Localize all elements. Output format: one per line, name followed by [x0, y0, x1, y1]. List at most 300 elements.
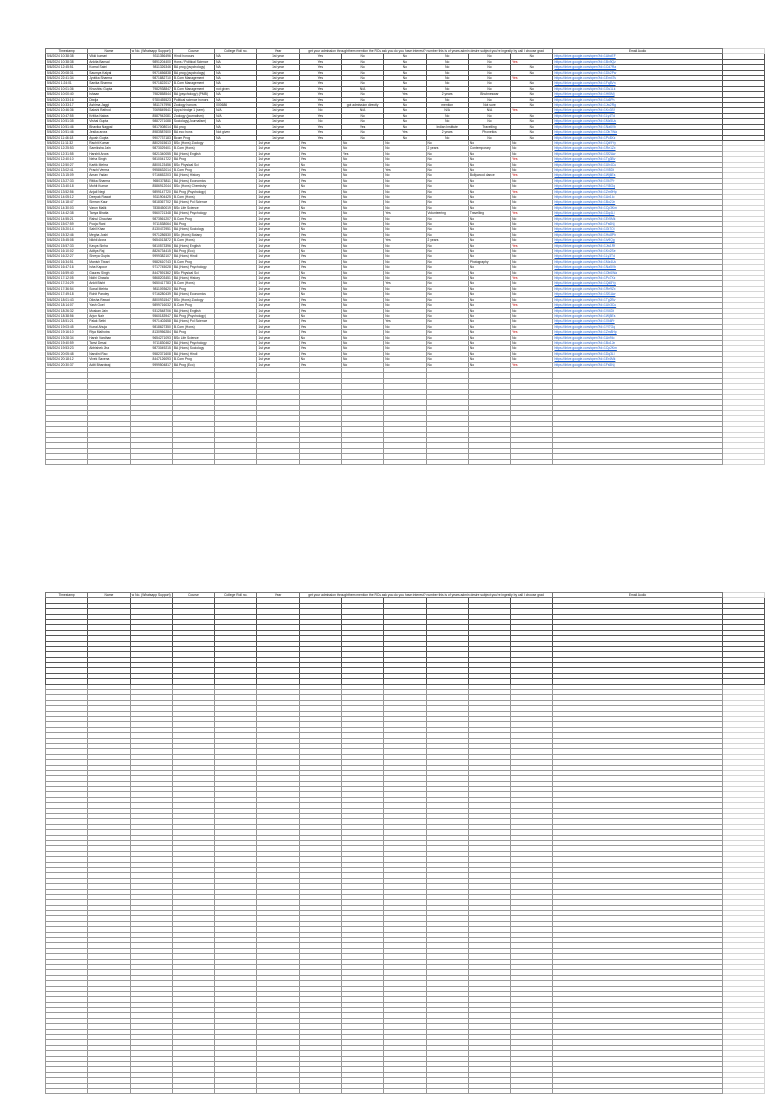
table-cell[interactable]: 1st year: [257, 119, 299, 124]
table-cell[interactable]: Yes: [299, 70, 341, 75]
table-cell[interactable]: Yes: [299, 167, 341, 172]
table-cell[interactable]: No: [299, 227, 341, 232]
table-cell[interactable]: No: [341, 357, 383, 362]
link-cell[interactable]: https://drive.google.com/open?id=1Qd9Yy: [553, 140, 722, 145]
table-cell[interactable]: No: [341, 297, 383, 302]
table-cell[interactable]: NA: [215, 65, 257, 70]
table-cell[interactable]: Yes: [299, 211, 341, 216]
table-cell[interactable]: Muskan Jain: [88, 308, 130, 313]
table-cell[interactable]: No: [426, 97, 468, 102]
table-cell[interactable]: No: [341, 254, 383, 259]
table-cell[interactable]: 1st year: [257, 70, 299, 75]
table-cell[interactable]: Aman Yadav: [88, 173, 130, 178]
table-cell[interactable]: No: [511, 86, 553, 91]
table-cell[interactable]: 8587942081: [130, 113, 172, 118]
table-cell[interactable]: BA (Hons) Hindi: [172, 254, 214, 259]
table-cell[interactable]: Yes: [511, 157, 553, 162]
table-cell[interactable]: 9311904425: [130, 194, 172, 199]
table-cell[interactable]: BA (Hons) Hindi: [172, 351, 214, 356]
table-cell[interactable]: No: [426, 184, 468, 189]
table-cell[interactable]: 5/6/2024 13:40:18: [46, 184, 88, 189]
table-cell[interactable]: 8983587600: [130, 130, 172, 135]
table-cell[interactable]: Kartik Mehra: [88, 162, 130, 167]
table-cell[interactable]: 1st year: [257, 297, 299, 302]
table-cell[interactable]: No: [426, 119, 468, 124]
table-cell[interactable]: No: [511, 151, 553, 156]
link-cell[interactable]: https://drive.google.com/open?id=1Tg3Bv: [553, 157, 722, 162]
table-cell[interactable]: NA: [215, 59, 257, 64]
table-cell[interactable]: No: [468, 184, 510, 189]
table-cell[interactable]: N/A: [215, 113, 257, 118]
table-cell[interactable]: No: [341, 243, 383, 248]
table-cell[interactable]: 5/6/2024 10:33:17: [46, 103, 88, 108]
table-cell[interactable]: 9891204400: [130, 59, 172, 64]
table-cell[interactable]: No: [341, 65, 383, 70]
table-cell[interactable]: 7982938847: [130, 86, 172, 91]
table-cell[interactable]: No: [468, 281, 510, 286]
table-cell[interactable]: No: [384, 222, 426, 227]
table-cell[interactable]: [46, 459, 88, 464]
table-cell[interactable]: No: [341, 178, 383, 183]
table-cell[interactable]: Mohit Kumar: [88, 184, 130, 189]
table-cell[interactable]: No: [341, 92, 383, 97]
table-cell[interactable]: Yes: [299, 200, 341, 205]
table-cell[interactable]: No: [426, 86, 468, 91]
table-cell[interactable]: BA (Hons) Psychology: [172, 211, 214, 216]
table-cell[interactable]: 1st year: [257, 254, 299, 259]
table-cell[interactable]: No: [341, 351, 383, 356]
table-cell[interactable]: Yes: [299, 157, 341, 162]
table-cell[interactable]: [130, 459, 172, 464]
link-cell[interactable]: https://drive.google.com/open?id=1Fs5Nj: [553, 362, 722, 367]
table-cell[interactable]: No: [384, 97, 426, 102]
table-cell[interactable]: No: [511, 130, 553, 135]
table-cell[interactable]: Bollywood dance: [468, 173, 510, 178]
table-cell[interactable]: [88, 1088, 130, 1093]
table-cell[interactable]: Yes: [384, 319, 426, 324]
table-cell[interactable]: Yes: [299, 151, 341, 156]
table-cell[interactable]: Vishal Gupta: [88, 119, 130, 124]
table-cell[interactable]: 1st year: [257, 227, 299, 232]
table-cell[interactable]: No: [468, 232, 510, 237]
link-cell[interactable]: https://drive.google.com/open?id=1Yl7Gq: [553, 324, 722, 329]
link-cell[interactable]: https://drive.google.com/open?id=1Iu6Ph: [553, 97, 722, 102]
table-cell[interactable]: Yash Goel: [88, 303, 130, 308]
table-cell[interactable]: 5/6/2024 11:46:18: [46, 135, 88, 140]
table-cell[interactable]: Yes: [299, 297, 341, 302]
table-cell[interactable]: No: [511, 308, 553, 313]
table-cell[interactable]: No: [341, 54, 383, 59]
table-cell[interactable]: No: [468, 292, 510, 297]
table-cell[interactable]: No: [511, 319, 553, 324]
table-cell[interactable]: 1st year: [257, 265, 299, 270]
table-cell[interactable]: No: [384, 205, 426, 210]
table-cell[interactable]: No: [341, 308, 383, 313]
table-cell[interactable]: Vivek Saxena: [88, 357, 130, 362]
table-cell[interactable]: Isha Kapoor: [88, 265, 130, 270]
column-header[interactable]: Timestamp: [46, 49, 88, 54]
table-cell[interactable]: 8447126093: [130, 357, 172, 362]
table-cell[interactable]: Yes: [299, 243, 341, 248]
table-cell[interactable]: 1st year: [257, 346, 299, 351]
table-cell[interactable]: 9654271093: [130, 335, 172, 340]
table-cell[interactable]: Yes: [299, 59, 341, 64]
table-cell[interactable]: 1st year: [257, 76, 299, 81]
table-cell[interactable]: Harshit Arora: [88, 151, 130, 156]
table-cell[interactable]: Yes: [384, 167, 426, 172]
table-cell[interactable]: No: [511, 227, 553, 232]
table-cell[interactable]: No: [468, 189, 510, 194]
table-cell[interactable]: 5/6/2024 20:08:31: [46, 70, 88, 75]
table-cell[interactable]: No: [341, 157, 383, 162]
link-cell[interactable]: https://drive.google.com/open?id=1Na6Vb: [553, 124, 722, 129]
table-cell[interactable]: No: [341, 313, 383, 318]
table-cell[interactable]: [257, 1088, 299, 1093]
table-cell[interactable]: No: [384, 297, 426, 302]
table-cell[interactable]: No: [341, 281, 383, 286]
table-cell[interactable]: B.Com Prog: [172, 167, 214, 172]
table-cell[interactable]: 9821340055: [130, 151, 172, 156]
column-header[interactable]: Year: [257, 49, 299, 54]
table-cell[interactable]: Yes: [384, 281, 426, 286]
table-cell[interactable]: No: [468, 270, 510, 275]
table-cell[interactable]: Gaurav Singh: [88, 270, 130, 275]
table-cell[interactable]: Yes: [299, 103, 341, 108]
table-cell[interactable]: Aditi Bhardwaj: [88, 362, 130, 367]
table-cell[interactable]: Ritika Sharma: [88, 178, 130, 183]
table-cell[interactable]: No: [341, 249, 383, 254]
table-cell[interactable]: Yes: [299, 135, 341, 140]
table-cell[interactable]: No: [511, 222, 553, 227]
table-cell[interactable]: No: [384, 113, 426, 118]
table-cell[interactable]: 1st year: [257, 189, 299, 194]
table-cell[interactable]: 1st year: [257, 86, 299, 91]
column-header[interactable]: w No. (Whatsapp Support): [131, 593, 171, 597]
table-cell[interactable]: No: [341, 162, 383, 167]
table-cell[interactable]: Yes: [299, 113, 341, 118]
table-cell[interactable]: 9810041722: [130, 157, 172, 162]
table-cell[interactable]: Political science honors: [172, 97, 214, 102]
table-cell[interactable]: BA prog: [172, 124, 214, 129]
table-cell[interactable]: No: [426, 281, 468, 286]
table-cell[interactable]: NA: [215, 81, 257, 86]
table-cell[interactable]: BA (Hons) Sociology: [172, 227, 214, 232]
table-cell[interactable]: 1st year: [257, 167, 299, 172]
table-cell[interactable]: Kritika Nalwa: [88, 113, 130, 118]
table-cell[interactable]: Yes: [299, 238, 341, 243]
table-cell[interactable]: No: [426, 292, 468, 297]
table-cell[interactable]: Yes: [299, 173, 341, 178]
table-cell[interactable]: [384, 1088, 426, 1093]
table-cell[interactable]: No: [511, 146, 553, 151]
table-cell[interactable]: No: [468, 303, 510, 308]
table-cell[interactable]: [384, 459, 426, 464]
table-cell[interactable]: No: [468, 265, 510, 270]
table-cell[interactable]: 5/6/2024 17:36:54: [46, 286, 88, 291]
table-cell[interactable]: No: [341, 222, 383, 227]
table-cell[interactable]: No: [426, 135, 468, 140]
link-cell[interactable]: https://drive.google.com/open?id=1Mz4Uc: [553, 259, 722, 264]
table-cell[interactable]: No: [426, 346, 468, 351]
table-cell[interactable]: 5/6/2024 13:27:33: [46, 178, 88, 183]
table-cell[interactable]: 5/6/2024 19:28:34: [46, 335, 88, 340]
table-cell[interactable]: No: [341, 76, 383, 81]
table-cell[interactable]: No: [341, 265, 383, 270]
table-cell[interactable]: 5/6/2024 18:01:43: [46, 297, 88, 302]
table-cell[interactable]: BSc (Hons) Botany: [172, 232, 214, 237]
table-cell[interactable]: Manish Tiwari: [88, 259, 130, 264]
link-cell[interactable]: https://drive.google.com/open?id=1Uh3Cu: [553, 303, 722, 308]
table-cell[interactable]: Rohit Pandey: [88, 292, 130, 297]
table-cell[interactable]: Jesika arora: [88, 130, 130, 135]
column-header[interactable]: get your admission throughthem:mention the RCs ask you:do you have:interest? number this is of years:admin desire subject:you're ingestly by call I choose grad: [299, 593, 553, 598]
table-cell[interactable]: No: [468, 162, 510, 167]
table-cell[interactable]: [468, 459, 510, 464]
table-cell[interactable]: No: [341, 97, 383, 102]
table-cell[interactable]: 9811093620: [130, 286, 172, 291]
table-cell[interactable]: No: [426, 249, 468, 254]
table-cell[interactable]: No: [384, 313, 426, 318]
table-cell[interactable]: No: [511, 313, 553, 318]
link-cell[interactable]: https://drive.google.com/open?id=1Kx3Sf: [553, 108, 722, 113]
table-cell[interactable]: 9811326346: [130, 65, 172, 70]
table-cell[interactable]: Anjali Negi: [88, 189, 130, 194]
table-cell[interactable]: No: [384, 276, 426, 281]
table-cell[interactable]: Harsh Vardhan: [88, 335, 130, 340]
link-cell[interactable]: https://drive.google.com/open?id=1Ob6Wa: [553, 270, 722, 275]
table-cell[interactable]: No: [468, 340, 510, 345]
table-cell[interactable]: 1st year: [257, 308, 299, 313]
link-cell[interactable]: https://drive.google.com/open?id=1Dq3Ll: [553, 351, 722, 356]
table-cell[interactable]: B.Com Prog: [172, 303, 214, 308]
table-cell[interactable]: Yes: [299, 124, 341, 129]
table-cell[interactable]: No: [511, 254, 553, 259]
table-cell[interactable]: Upya hindge 1 (sem): [172, 108, 214, 113]
table-cell[interactable]: 1st year: [257, 238, 299, 243]
table-cell[interactable]: 1st year: [257, 319, 299, 324]
table-cell[interactable]: Shreya Gupta: [88, 254, 130, 259]
table-cell[interactable]: No: [468, 76, 510, 81]
link-cell[interactable]: https://drive.google.com/open?id=1Yl8Gq: [553, 184, 722, 189]
table-cell[interactable]: 5/6/2024 19:53:23: [46, 346, 88, 351]
table-cell[interactable]: No: [426, 65, 468, 70]
table-cell[interactable]: 5/6/2024 20:05:48: [46, 351, 88, 356]
table-cell[interactable]: No: [384, 227, 426, 232]
table-cell[interactable]: 5/6/2024 12:40:10: [46, 157, 88, 162]
table-cell[interactable]: Yes: [299, 324, 341, 329]
table-cell[interactable]: Travelling: [468, 211, 510, 216]
table-cell[interactable]: No: [426, 265, 468, 270]
table-cell[interactable]: 9711830462: [130, 340, 172, 345]
table-cell[interactable]: BA (Hons) English: [172, 151, 214, 156]
table-cell[interactable]: 5/6/2024 15:20:14: [46, 227, 88, 232]
table-cell[interactable]: No: [384, 270, 426, 275]
table-cell[interactable]: Yes: [299, 194, 341, 199]
table-cell[interactable]: No: [384, 200, 426, 205]
column-header[interactable]: College Roll no.: [215, 593, 257, 598]
table-cell[interactable]: No: [384, 249, 426, 254]
link-cell[interactable]: https://drive.google.com/open?id=1Pc8Xz: [553, 135, 722, 140]
table-cell[interactable]: 8826734415: [130, 249, 172, 254]
table-cell[interactable]: BA Prog: [172, 286, 214, 291]
table-cell[interactable]: 9999382107: [130, 254, 172, 259]
link-cell[interactable]: https://drive.google.com/open?id=1Zm9Hp: [553, 189, 722, 194]
table-cell[interactable]: 1st year: [257, 362, 299, 367]
table-cell[interactable]: No: [468, 346, 510, 351]
table-cell[interactable]: NA: [215, 135, 257, 140]
link-cell[interactable]: https://drive.google.com/open?id=1Jw2Rg: [553, 103, 722, 108]
table-cell[interactable]: No: [511, 135, 553, 140]
table-cell[interactable]: No: [511, 70, 553, 75]
table-cell[interactable]: BA (Hons) Psychology: [172, 265, 214, 270]
link-cell[interactable]: https://drive.google.com/open?id=1Dk2Pw: [553, 70, 722, 75]
table-cell[interactable]: Bcom Prog: [172, 135, 214, 140]
table-cell[interactable]: NA: [215, 119, 257, 124]
table-cell[interactable]: No: [468, 330, 510, 335]
link-cell[interactable]: [553, 459, 722, 464]
table-cell[interactable]: 8586912044: [130, 184, 172, 189]
table-cell[interactable]: No: [468, 140, 510, 145]
table-cell[interactable]: Yes: [511, 173, 553, 178]
table-cell[interactable]: 1st year: [257, 184, 299, 189]
table-cell[interactable]: Yes: [511, 303, 553, 308]
table-cell[interactable]: [215, 459, 257, 464]
table-cell[interactable]: Yes: [299, 222, 341, 227]
table-cell[interactable]: BA (psychology) (PMB): [172, 92, 214, 97]
table-cell[interactable]: Travelling: [468, 124, 510, 129]
table-cell[interactable]: 5/6/2024 10:46:36: [46, 108, 88, 113]
table-cell[interactable]: 1st year: [257, 92, 299, 97]
table-cell[interactable]: No: [426, 227, 468, 232]
table-cell[interactable]: No: [299, 162, 341, 167]
table-cell[interactable]: No: [468, 86, 510, 91]
table-cell[interactable]: No: [426, 286, 468, 291]
table-cell[interactable]: No: [511, 92, 553, 97]
link-cell[interactable]: https://drive.google.com/open?id=1Mz5Uc: [553, 119, 722, 124]
table-cell[interactable]: [426, 459, 468, 464]
table-cell[interactable]: 9654013872: [130, 238, 172, 243]
table-cell[interactable]: No: [511, 54, 553, 59]
table-cell[interactable]: No: [426, 59, 468, 64]
table-cell[interactable]: 1st year: [257, 276, 299, 281]
table-cell[interactable]: BA Prog (Eco): [172, 362, 214, 367]
table-cell[interactable]: No: [511, 184, 553, 189]
table-cell[interactable]: 1st year: [257, 270, 299, 275]
table-cell[interactable]: 9810573396: [130, 243, 172, 248]
table-cell[interactable]: 5/6/2024 10:33:16: [46, 97, 88, 102]
table-cell[interactable]: [468, 1088, 510, 1093]
table-cell[interactable]: 1st year: [257, 151, 299, 156]
link-cell[interactable]: https://drive.google.com/open?id=1Kx2Se: [553, 249, 722, 254]
table-cell[interactable]: No: [426, 335, 468, 340]
table-cell[interactable]: No: [384, 124, 426, 129]
table-cell[interactable]: Not given: [215, 130, 257, 135]
table-cell[interactable]: 5/6/2024 15:32:46: [46, 232, 88, 237]
table-cell[interactable]: 5/6/2024 10:51:46: [46, 124, 88, 129]
column-header[interactable]: get your admission throughthem:mention the RCs ask you:do you have:interest? number this is of years:admin desire subject:you're ingestly by call I choose grad: [299, 49, 553, 54]
table-cell[interactable]: Hindi honours: [172, 54, 214, 59]
table-cell[interactable]: Yes: [511, 276, 553, 281]
table-cell[interactable]: Hons / Political Science: [172, 59, 214, 64]
table-cell[interactable]: Sakshi Rathod: [88, 108, 130, 113]
table-cell[interactable]: 1st year: [257, 357, 299, 362]
table-cell[interactable]: No: [341, 324, 383, 329]
link-cell[interactable]: https://drive.google.com/open?id=1Wj5Es: [553, 313, 722, 318]
table-cell[interactable]: No: [511, 357, 553, 362]
table-cell[interactable]: No: [384, 140, 426, 145]
table-cell[interactable]: B.Com Management: [172, 86, 214, 91]
table-cell[interactable]: Yes: [299, 351, 341, 356]
table-cell[interactable]: No: [341, 130, 383, 135]
table-cell[interactable]: 7838450019: [130, 205, 172, 210]
table-cell[interactable]: Yes: [299, 330, 341, 335]
table-cell[interactable]: 1st year: [257, 65, 299, 70]
table-cell[interactable]: No: [511, 200, 553, 205]
table-cell[interactable]: 9971822017: [130, 81, 172, 86]
table-cell[interactable]: Sonal Mehta: [88, 286, 130, 291]
table-cell[interactable]: Arjun Nair: [88, 313, 130, 318]
link-cell[interactable]: https://drive.google.com/open?id=1Na5Vb: [553, 265, 722, 270]
table-cell[interactable]: No: [341, 189, 383, 194]
table-cell[interactable]: Yes: [299, 362, 341, 367]
link-cell[interactable]: https://drive.google.com/open?id=1Zm8Hp: [553, 330, 722, 335]
table-cell[interactable]: Yes: [299, 254, 341, 259]
table-cell[interactable]: Photography: [468, 259, 510, 264]
table-cell[interactable]: No: [384, 351, 426, 356]
table-cell[interactable]: Rachit Kumar: [88, 140, 130, 145]
table-cell[interactable]: B.Com Management: [172, 76, 214, 81]
table-cell[interactable]: Yes: [299, 216, 341, 221]
table-cell[interactable]: Yes: [299, 92, 341, 97]
table-cell[interactable]: No: [384, 243, 426, 248]
table-cell[interactable]: 5/6/2024 11:11:32: [46, 140, 88, 145]
table-cell[interactable]: Yes: [299, 259, 341, 264]
table-cell[interactable]: 1st year: [257, 249, 299, 254]
table-cell[interactable]: [341, 459, 383, 464]
link-cell[interactable]: https://drive.google.com/open?id=1AbcEF: [553, 54, 722, 59]
table-cell[interactable]: 7982858544: [130, 92, 172, 97]
table-cell[interactable]: Nandini Rao: [88, 351, 130, 356]
table-cell[interactable]: No: [511, 140, 553, 145]
table-cell[interactable]: No: [426, 319, 468, 324]
table-cell[interactable]: No: [341, 184, 383, 189]
table-cell[interactable]: No: [299, 205, 341, 210]
table-cell[interactable]: Ishaan: [88, 92, 130, 97]
table-cell[interactable]: Yes: [299, 232, 341, 237]
table-cell[interactable]: N/A: [468, 108, 510, 113]
table-cell[interactable]: B.Com Management: [172, 81, 214, 86]
table-cell[interactable]: No: [384, 103, 426, 108]
table-cell[interactable]: Yes: [299, 308, 341, 313]
table-cell[interactable]: No: [341, 135, 383, 140]
table-cell[interactable]: No: [511, 238, 553, 243]
table-cell[interactable]: 1st year: [257, 113, 299, 118]
table-cell[interactable]: BA (Hons) Economics: [172, 178, 214, 183]
link-cell[interactable]: https://drive.google.com/open?id=1Gs1Lk: [553, 86, 722, 91]
table-cell[interactable]: No: [384, 335, 426, 340]
table-cell[interactable]: 1st year: [257, 303, 299, 308]
table-cell[interactable]: No: [341, 205, 383, 210]
table-cell[interactable]: No: [426, 81, 468, 86]
table-cell[interactable]: No: [341, 119, 383, 124]
table-cell[interactable]: 5/6/2024 10:01:36: [46, 86, 88, 91]
table-cell[interactable]: No: [384, 265, 426, 270]
table-cell[interactable]: 1st year: [257, 200, 299, 205]
table-cell[interactable]: No: [384, 76, 426, 81]
table-cell[interactable]: B.Com Prog: [172, 259, 214, 264]
table-cell[interactable]: No: [468, 81, 510, 86]
table-cell[interactable]: No: [468, 276, 510, 281]
